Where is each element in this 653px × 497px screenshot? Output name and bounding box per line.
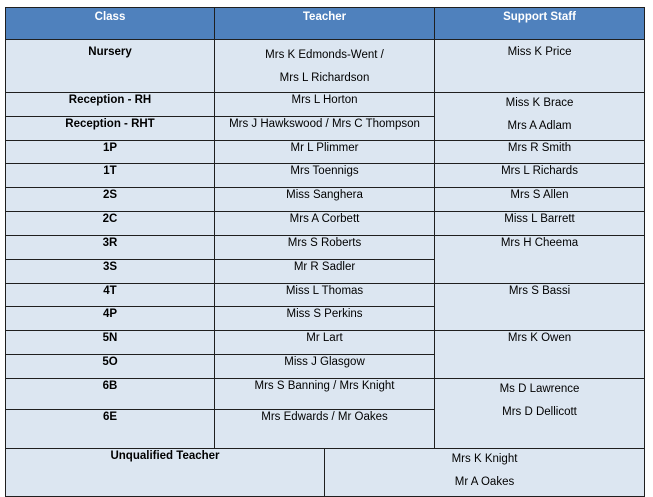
teacher-line: Mrs L Richardson: [279, 72, 370, 84]
teacher-cell: Mrs S Roberts: [215, 236, 435, 260]
table-row: [6, 93, 645, 117]
support-cell: Mrs L Richards: [435, 164, 645, 188]
support-line: Ms D Lawrence: [499, 383, 580, 395]
support-cell: Mrs S Bassi: [435, 284, 645, 331]
teacher-cell: Mrs S Banning / Mrs Knight: [215, 379, 435, 410]
table-row: [6, 379, 645, 410]
support-cell: Miss L Barrett: [435, 212, 645, 236]
unqualified-name: Mrs K Knight: [451, 453, 518, 465]
support-cell: [435, 93, 645, 141]
table-row: [6, 236, 645, 260]
class-cell: 4T: [6, 284, 215, 307]
table-row: [6, 188, 645, 212]
teacher-cell: Mr Lart: [215, 331, 435, 355]
unqualified-row: [6, 449, 645, 497]
staff-table: [5, 7, 645, 497]
table-row: [6, 331, 645, 355]
unqualified-name: Mr A Oakes: [454, 476, 515, 488]
support-cell: Mrs S Allen: [435, 188, 645, 212]
class-cell: 2S: [6, 188, 215, 212]
support-line: Mrs A Adlam: [507, 120, 572, 132]
class-cell: Reception - RHT: [6, 117, 215, 141]
support-cell: Mrs R Smith: [435, 141, 645, 164]
class-cell: Nursery: [6, 40, 215, 93]
class-cell: 6B: [6, 379, 215, 410]
teacher-cell: Mr L Plimmer: [215, 141, 435, 164]
teacher-cell: Miss J Glasgow: [215, 355, 435, 379]
class-cell: 5N: [6, 331, 215, 355]
class-cell: 4P: [6, 307, 215, 331]
header-class: Class: [6, 8, 215, 40]
support-cell: Mrs H Cheema: [435, 236, 645, 284]
support-cell: Mrs K Owen: [435, 331, 645, 379]
support-cell: [435, 379, 645, 449]
class-cell: 3S: [6, 260, 215, 284]
unqualified-names: [325, 449, 645, 497]
teacher-cell: Mrs Toennigs: [215, 164, 435, 188]
unqualified-label: Unqualified Teacher: [6, 449, 325, 497]
teacher-cell: Mr R Sadler: [215, 260, 435, 284]
support-cell: Miss K Price: [435, 40, 645, 93]
class-cell: Reception - RH: [6, 93, 215, 117]
teacher-cell: Miss S Perkins: [215, 307, 435, 331]
teacher-cell: Mrs Edwards / Mr Oakes: [215, 410, 435, 449]
teacher-cell: Mrs J Hawkswood / Mrs C Thompson: [215, 117, 435, 141]
header-teacher: Teacher: [215, 8, 435, 40]
class-cell: 1T: [6, 164, 215, 188]
table-row: [6, 284, 645, 307]
teacher-cell: Miss Sanghera: [215, 188, 435, 212]
table-row: [6, 40, 645, 93]
class-cell: 6E: [6, 410, 215, 449]
table-row: [6, 141, 645, 164]
class-cell: 5O: [6, 355, 215, 379]
table-row: [6, 212, 645, 236]
class-cell: 1P: [6, 141, 215, 164]
class-cell: 2C: [6, 212, 215, 236]
teacher-cell: Mrs L Horton: [215, 93, 435, 117]
header-support-staff: Support Staff: [435, 8, 645, 40]
support-line: Mrs D Dellicott: [502, 406, 577, 418]
teacher-line: Mrs K Edmonds-Went /: [265, 49, 384, 61]
teacher-cell: Mrs A Corbett: [215, 212, 435, 236]
class-cell: 3R: [6, 236, 215, 260]
table-row: [6, 164, 645, 188]
teacher-cell: Miss L Thomas: [215, 284, 435, 307]
teacher-cell: [215, 40, 435, 93]
header-row: [6, 8, 645, 40]
support-line: Miss K Brace: [505, 97, 574, 109]
